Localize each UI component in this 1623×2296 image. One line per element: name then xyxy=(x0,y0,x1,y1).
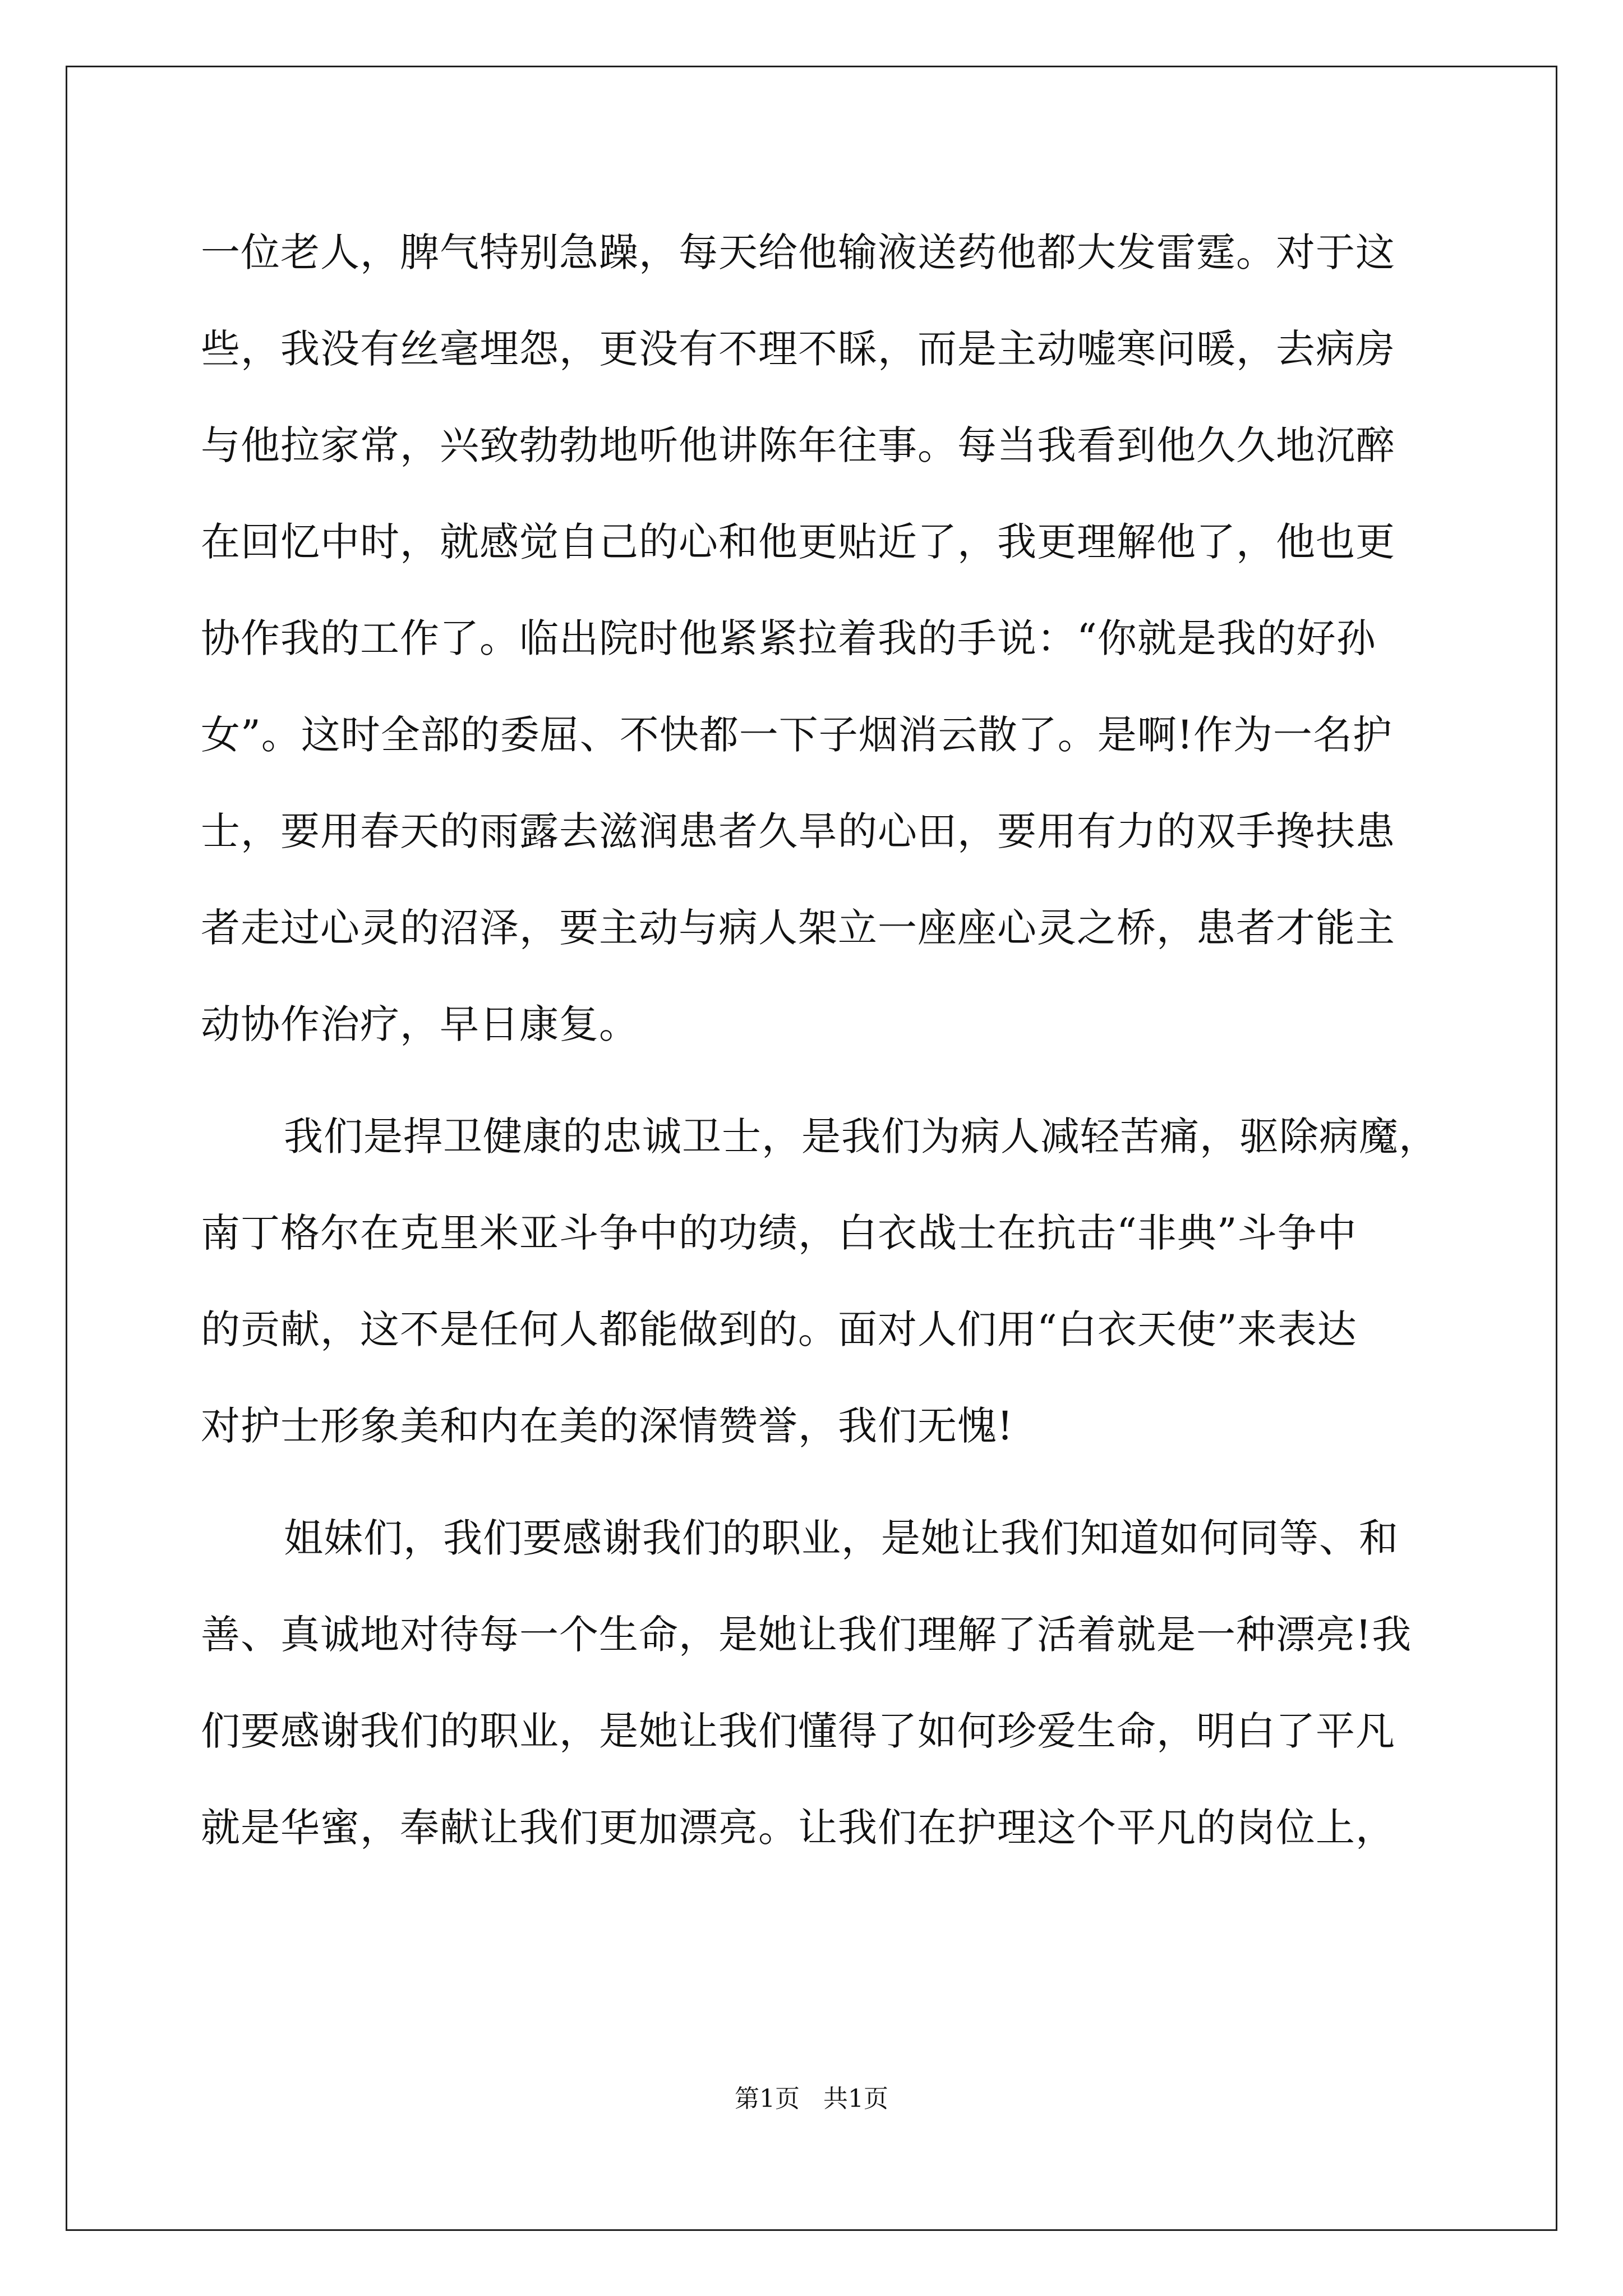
text-line: 们要感谢我们的职业，是她让我们懂得了如何珍爱生命，明白了平凡 xyxy=(201,1708,1395,1754)
text-line: 善、真诚地对待每一个生命，是她让我们理解了活着就是一种漂亮!我 xyxy=(201,1612,1412,1658)
text-line: 的贡献，这不是任何人都能做到的。面对人们用“白衣天使”来表达 xyxy=(201,1306,1357,1352)
text-line: 南丁格尔在克里米亚斗争中的功绩，白衣战士在抗击“非典”斗争中 xyxy=(201,1210,1357,1256)
text-line: 协作我的工作了。临出院时他紧紧拉着我的手说：“你就是我的好孙 xyxy=(201,615,1376,661)
paragraph-start-line: 我们是捍卫健康的忠诚卫士，是我们为病人减轻苦痛，驱除病魔， xyxy=(284,1114,1438,1159)
document-body xyxy=(201,213,1438,1885)
page-number: 第1页 xyxy=(735,2085,800,2113)
text-line: 些，我没有丝毫埋怨，更没有不理不睬，而是主动嘘寒问暖，去病房 xyxy=(201,326,1395,372)
page-total: 共1页 xyxy=(823,2085,888,2113)
text-line: 就是华蜜，奉献让我们更加漂亮。让我们在护理这个平凡的岗位上， xyxy=(201,1805,1395,1851)
text-line: 在回忆中时，就感觉自己的心和他更贴近了，我更理解他了，他也更 xyxy=(201,519,1395,565)
text-line: 女”。这时全部的委屈、不快都一下子烟消云散了。是啊!作为一名护 xyxy=(201,712,1393,758)
text-line: 对护士形象美和内在美的深情赞誉，我们无愧! xyxy=(201,1403,1014,1449)
text-line: 动协作治疗，早日康复。 xyxy=(201,1001,639,1047)
page-footer xyxy=(0,2082,1623,2116)
text-line: 一位老人，脾气特别急躁，每天给他输液送药他都大发雷霆。对于这 xyxy=(201,229,1395,275)
text-line: 与他拉家常，兴致勃勃地听他讲陈年往事。每当我看到他久久地沉醉 xyxy=(201,422,1395,468)
text-line: 士，要用春天的雨露去滋润患者久旱的心田，要用有力的双手搀扶患 xyxy=(201,808,1395,854)
text-line: 者走过心灵的沼泽，要主动与病人架立一座座心灵之桥，患者才能主 xyxy=(201,905,1395,951)
paragraph-start-line: 姐妹们，我们要感谢我们的职业，是她让我们知道如何同等、和 xyxy=(284,1515,1399,1561)
